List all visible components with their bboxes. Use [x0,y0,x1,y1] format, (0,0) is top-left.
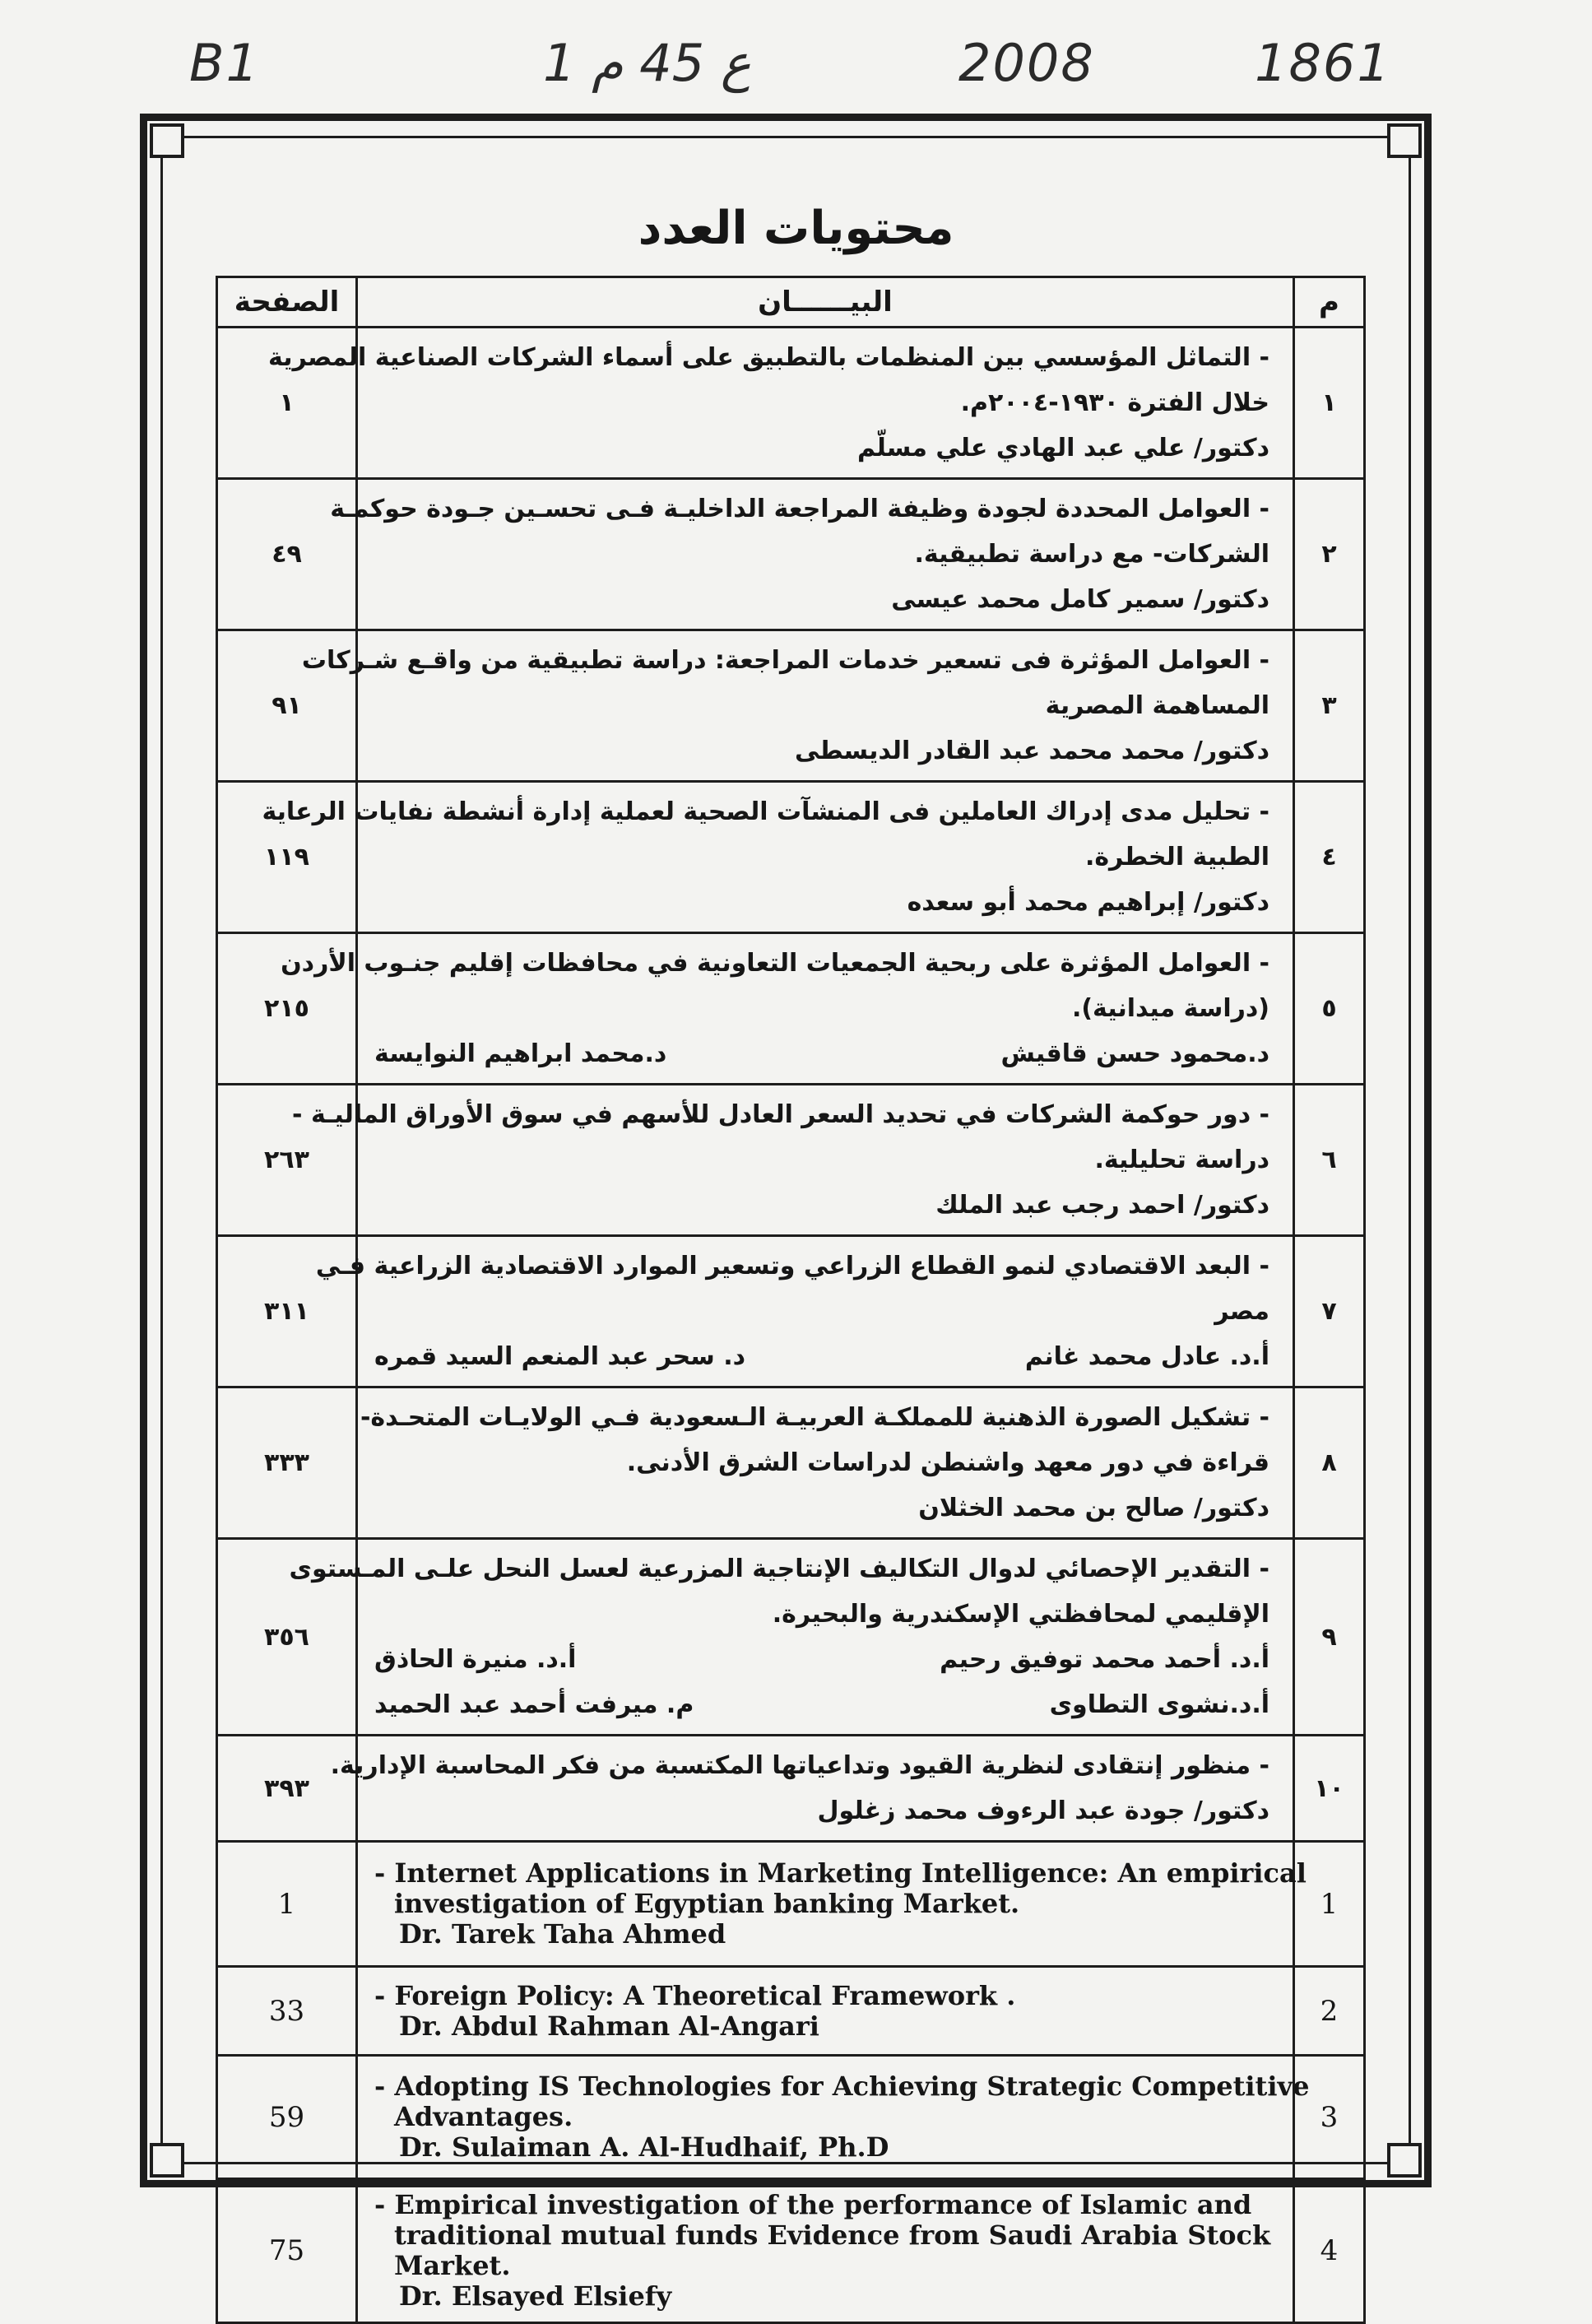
entry-author: م. ميرفت أحمد عبد الحميد [374,1690,694,1719]
entry-title-line: - التقدير الإحصائي لدوال التكاليف الإنتاجية المزرعية لعسل النحل علـى المـستوى [289,1555,1269,1583]
page-number: 33 [217,1967,357,2056]
table-row [217,1236,1365,1387]
entry-title-line: - تشكيل الصورة الذهنية للمملكـة العربيـة الـسعودية فـي الولايـات المتحـدة- [360,1403,1269,1432]
header-content: البيــــــان [357,277,1294,328]
entry-content [289,1539,1294,1736]
entry-author: Dr. Tarek Taha Ahmed [399,1918,726,1950]
page-number: ١١٩ [217,782,357,933]
entry-content [357,1842,1307,1967]
table-row [217,630,1365,782]
table-row [217,1842,1365,1967]
entry-title-line: - التماثل المؤسسي بين المنظمات بالتطبيق على أسماء الشركات الصناعية المصرية [268,343,1269,372]
entry-author: دكتور/ إبراهيم محمد أبو سعده [907,888,1269,917]
entry-title-line: مصر [1214,1297,1269,1326]
page-number: ٩١ [217,630,357,782]
page-number: ٢١٥ [217,933,357,1085]
table-row [217,2179,1365,2323]
entry-author: أ.د. منيرة الحاذق [374,1645,577,1674]
entry-title-line: - العوامل المؤثرة على ربحية الجمعيات التعاونية في محافظات إقليم جنـوب الأردن [281,949,1269,978]
entry-title-line: - Adopting IS Technologies for Achieving Strategic Competitive [374,2071,1310,2102]
page-number: ٣٣٣ [217,1387,357,1539]
entry-number: ١ [1294,328,1365,479]
table-row [217,933,1365,1085]
page-number: ٣٩٣ [217,1736,357,1842]
entry-number: 1 [1294,1842,1365,1967]
entry-title-line: - العوامل المحددة لجودة وظيفة المراجعة الداخليـة فـى تحسـين جـودة حوكمـة [330,495,1269,523]
entry-author: دكتور/ محمد محمد عبد القادر الديسطى [794,737,1269,765]
entry-author: دكتور/ صالح بن محمد الخثلان [918,1494,1269,1522]
handwritten-code: B1 [189,33,260,93]
entry-title-line: - Empirical investigation of the performance of Islamic and [374,2189,1252,2220]
entry-title-line: Market. [394,2250,511,2281]
entry-content [330,479,1294,630]
entry-title-line: Advantages. [394,2101,573,2132]
entry-authors [374,1031,1269,1076]
table-row [217,1539,1365,1736]
entry-number: ٣ [1294,630,1365,782]
page-number: ١ [217,328,357,479]
corner-ornament [1387,2143,1422,2178]
corner-ornament [150,2143,184,2178]
entry-content [330,1736,1294,1842]
corner-ornament [150,123,184,158]
entry-author: د. سحر عبد المنعم السيد قمره [374,1342,746,1371]
entry-author: Dr. Abdul Rahman Al-Angari [399,2010,819,2042]
entry-number: 4 [1294,2179,1365,2323]
page-number: ٣٥٦ [217,1539,357,1736]
entry-title-line: المساهمة المصرية [1045,691,1269,720]
handwritten-issue: 1 ع 45 م [543,33,751,93]
entry-number: ٦ [1294,1085,1365,1236]
entry-content [357,2056,1310,2179]
entry-content [268,328,1294,479]
table-row [217,2056,1365,2179]
header-number: م [1294,277,1365,328]
entry-content [357,2179,1294,2323]
entry-authors [374,1637,1269,1682]
entry-number: ٥ [1294,933,1365,1085]
page-number: ٤٩ [217,479,357,630]
entry-title-line: (دراسة ميدانية). [1071,994,1269,1023]
entry-title-line: - منظور إنتقادى لنظرية القيود وتداعياتها المكتسبة من فكر المحاسبة الإدارية. [330,1751,1269,1780]
table-row [217,1736,1365,1842]
table-row [217,1085,1365,1236]
entry-content [357,1387,1294,1539]
entry-content [357,1967,1294,2056]
entry-title-line: الإقليمي لمحافظتي الإسكندرية والبحيرة. [772,1600,1269,1629]
entry-title-line: - دور حوكمة الشركات في تحديد السعر العادل للأسهم في سوق الأوراق الماليـة - [292,1100,1269,1129]
entry-author: دكتور/ سمير كامل محمد عيسى [891,585,1269,614]
entry-content [301,630,1294,782]
entry-title-line: دراسة تحليلية. [1094,1146,1269,1174]
entry-title-line: - تحليل مدى إدراك العاملين فى المنشآت الصحية لعملية إدارة أنشطة نفايات الرعاية [262,797,1269,826]
entry-title-line: خلال الفترة ١٩٣٠-٢٠٠٤م. [960,388,1269,417]
header-page: الصفحة [217,277,357,328]
entry-author: Dr. Sulaiman A. Al-Hudhaif, Ph.D [399,2131,889,2163]
entry-title-line: - Foreign Policy: A Theoretical Framework . [374,1979,1016,2011]
table-row [217,782,1365,933]
entry-title-line: - Internet Applications in Marketing Intelligence: An empirical [374,1857,1307,1889]
entry-number: 2 [1294,1967,1365,2056]
entry-title-line: الشركات- مع دراسة تطبيقية. [914,540,1269,569]
entry-title-line: - البعد الاقتصادي لنمو القطاع الزراعي وتسعير الموارد الاقتصادية الزراعية فـي [315,1252,1269,1281]
page-number: 75 [217,2179,357,2323]
entry-author: أ.د. عادل محمد غانم [1024,1342,1269,1371]
page-number: ٢٦٣ [217,1085,357,1236]
entry-author: دكتور/ جودة عبد الرءوف محمد زغلول [817,1796,1269,1825]
entry-authors [374,1334,1269,1379]
entry-title-line: الطبية الخطرة. [1084,843,1269,872]
entry-authors [374,1682,1269,1727]
entry-content [292,1085,1294,1236]
entry-author: Dr. Elsayed Elsiefy [399,2280,672,2312]
entry-title-line: قراءة في دور معهد واشنطن لدراسات الشرق الأدنى. [626,1448,1269,1477]
entry-number: ٢ [1294,479,1365,630]
entry-title-line: investigation of Egyptian banking Market. [394,1888,1020,1919]
entry-number: ٩ [1294,1539,1365,1736]
contents-table [216,276,1366,2324]
entry-title-line: - العوامل المؤثرة فى تسعير خدمات المراجعة: دراسة تطبيقية من واقـع شـركات [301,646,1269,675]
entry-author: أ.د.نشوى التطاوى [1049,1690,1269,1719]
table-header-row [217,277,1365,328]
entry-author: أ.د. أحمد محمد توفيق رحيم [940,1645,1269,1674]
entry-title-line: traditional mutual funds Evidence from Saudi Arabia Stock [394,2219,1271,2251]
entry-number: 3 [1294,2056,1365,2179]
table-row [217,479,1365,630]
entry-content [315,1236,1294,1387]
page-number: 1 [217,1842,357,1967]
table-row [217,1387,1365,1539]
entry-author: د.محمد ابراهيم النوايسة [374,1039,667,1068]
entry-author: د.محمود حسن قاقيش [1000,1039,1269,1068]
page-title: محتويات العدد [638,202,954,255]
entry-number: ٤ [1294,782,1365,933]
handwritten-number: 1861 [1255,33,1391,93]
entry-number: ٧ [1294,1236,1365,1387]
table-row [217,328,1365,479]
handwritten-year: 2008 [958,33,1095,93]
entry-number: ١٠ [1294,1736,1365,1842]
page-number: 59 [217,2056,357,2179]
page-number: ٣١١ [217,1236,357,1387]
entry-author: دكتور/ احمد رجب عبد الملك [935,1191,1269,1220]
entry-author: دكتور/ علي عبد الهادي علي مسلّم [857,434,1269,462]
corner-ornament [1387,123,1422,158]
entry-number: ٨ [1294,1387,1365,1539]
table-row [217,1967,1365,2056]
